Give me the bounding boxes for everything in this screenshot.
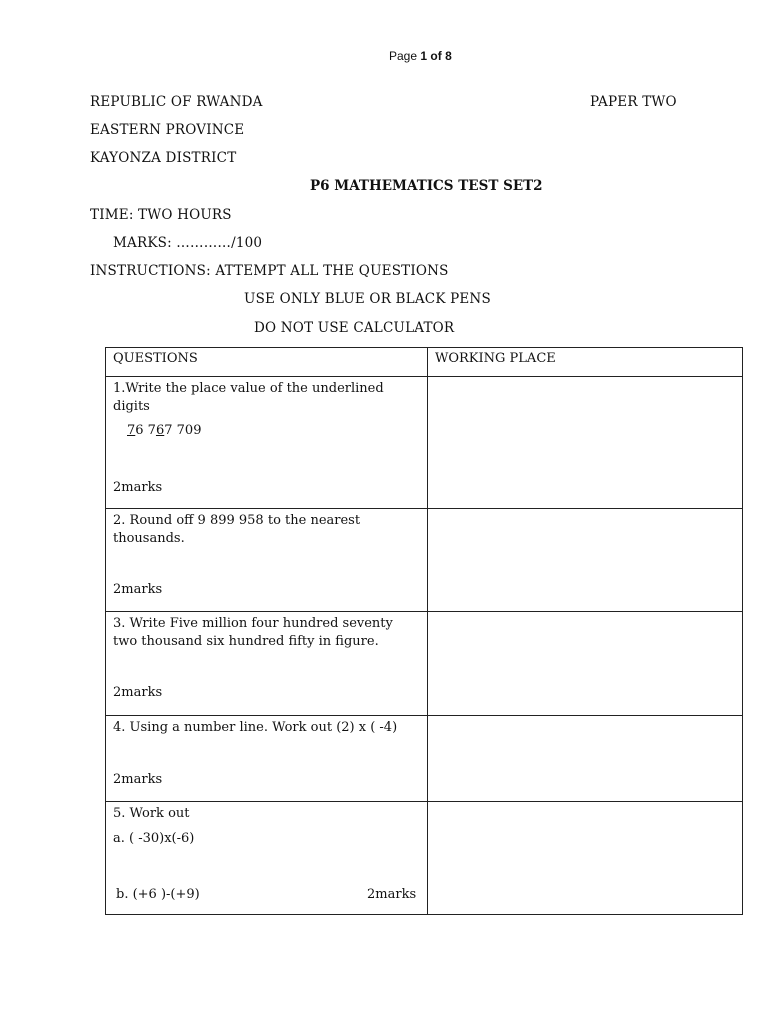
questions-header: QUESTIONS <box>106 348 428 377</box>
question-1-cell <box>106 377 428 509</box>
question-1-number: 76 767 709 <box>127 423 202 438</box>
question-3-text: 3. Write Five million four hundred seventy two thousand six hundred fifty in figure. <box>113 616 393 649</box>
question-2-cell <box>106 509 428 612</box>
page-total: 8 <box>445 49 452 63</box>
paper-label: PAPER TWO <box>590 94 677 110</box>
question-1-marks: 2marks <box>113 480 163 495</box>
working-place-2[interactable] <box>428 509 743 612</box>
question-5-marks: 2marks <box>367 887 417 902</box>
instruction-3: DO NOT USE CALCULATOR <box>254 320 455 336</box>
marks-label: MARKS: …………/100 <box>113 235 263 251</box>
question-5b: b. (+6 )-(+9) <box>116 887 200 902</box>
question-4-text: 4. Using a number line. Work out (2) x ( -4) <box>113 720 398 735</box>
question-2-marks: 2marks <box>113 582 163 597</box>
table-row <box>106 612 743 716</box>
question-3-marks: 2marks <box>113 685 163 700</box>
question-3-cell <box>106 612 428 716</box>
question-1-text: 1.Write the place value of the underlined digits <box>113 381 384 414</box>
instruction-2: USE ONLY BLUE OR BLACK PENS <box>244 291 491 307</box>
page-of: of <box>430 49 442 63</box>
district-name: KAYONZA DISTRICT <box>90 150 237 166</box>
country-name: REPUBLIC OF RWANDA <box>90 94 263 110</box>
province-name: EASTERN PROVINCE <box>90 122 245 138</box>
table-row <box>106 509 743 612</box>
instruction-1: INSTRUCTIONS: ATTEMPT ALL THE QUESTIONS <box>90 263 449 279</box>
page-current: 1 <box>420 49 428 63</box>
question-2-text: 2. Round off 9 899 958 to the nearest thousands. <box>113 513 361 546</box>
working-place-4[interactable] <box>428 716 743 802</box>
page-number <box>389 49 452 63</box>
table-row <box>106 802 743 915</box>
working-place-3[interactable] <box>428 612 743 716</box>
working-place-1[interactable] <box>428 377 743 509</box>
question-5-text: 5. Work out <box>113 806 190 821</box>
test-title: P6 MATHEMATICS TEST SET2 <box>310 178 543 194</box>
question-5-cell <box>106 802 428 915</box>
question-4-marks: 2marks <box>113 772 163 787</box>
table-header-row <box>106 348 743 377</box>
questions-table <box>105 347 743 915</box>
table-row <box>106 377 743 509</box>
working-place-header: WORKING PLACE <box>428 348 743 377</box>
table-row <box>106 716 743 802</box>
working-place-5[interactable] <box>428 802 743 915</box>
question-5a: a. ( -30)x(-6) <box>113 831 195 846</box>
question-4-cell <box>106 716 428 802</box>
page-label: Page <box>389 49 418 63</box>
time-label: TIME: TWO HOURS <box>90 207 232 223</box>
